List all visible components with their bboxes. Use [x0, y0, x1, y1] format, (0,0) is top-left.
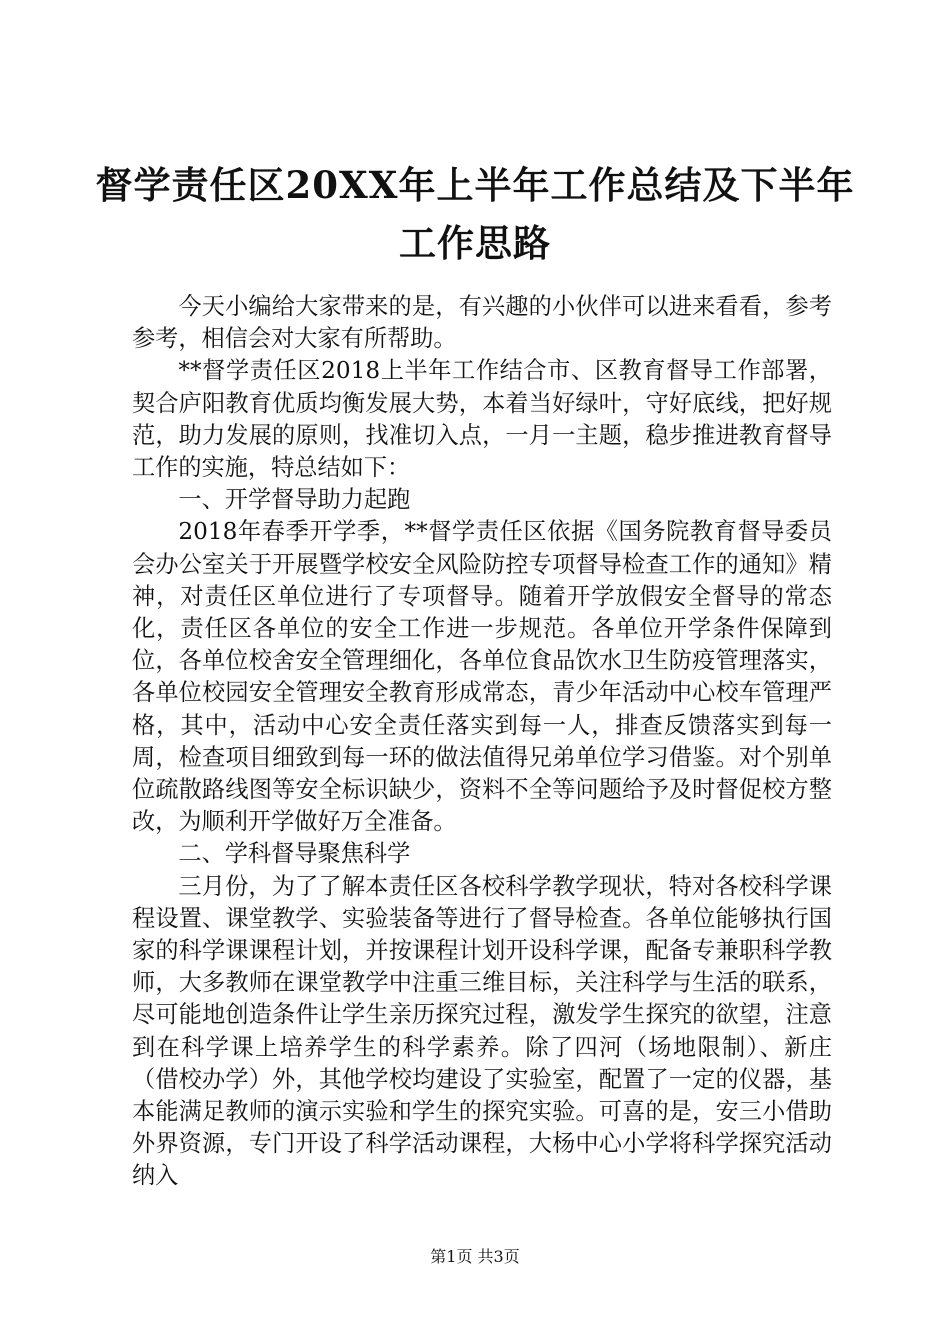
paragraph-intro: 今天小编给大家带来的是，有兴趣的小伙伴可以进来看看，参考参考，相信会对大家有所帮助。	[132, 293, 832, 353]
paragraph-summary: **督学责任区2018上半年工作结合市、区教育督导工作部署，契合庐阳教育优质均衡发展大势，本着当好绿叶，守好底线，把好规范，助力发展的原则，找准切入点，一月一主题，稳步推进教育督导工作的实施，特总结如下：	[132, 357, 832, 482]
paragraph-section-2: 三月份，为了了解本责任区各校科学教学现状，特对各校科学课程设置、课堂教学、实验装备等进行了督导检查。各单位能够执行国家的科学课课程计划，并按课程计划开设科学课，配备专兼职科学教师，大多教师在课堂教学中注重三维目标，关注科学与生活的联系，尽可能地创造条件让学生亲历探究过程，激发学生探究的欲望，注意到在科学课上培养学生的科学素养。除了四河（场地限制）、新庄（借校办学）外，其他学校均建设了实验室，配置了一定的仪器，基本能满足教师的演示实验和学生的探究实验。可喜的是，安三小借助外界资源，专门开设了科学活动课程，大杨中心小学将科学探究活动纳入	[132, 872, 832, 1190]
document-body	[132, 291, 832, 1193]
section-heading-1: 一、开学督导助力起跑	[178, 486, 411, 514]
page-footer: 第1页 共3页	[430, 1247, 520, 1266]
section-heading-2: 二、学科督导聚焦科学	[178, 840, 411, 868]
document-title-line-2: 工作思路	[399, 221, 551, 265]
paragraph-section-1: 2018年春季开学季，**督学责任区依据《国务院教育督导委员会办公室关于开展暨学校安全风险防控专项督导检查工作的通知》精神，对责任区单位进行了专项督导。随着开学放假安全督导的常态化，责任区各单位的安全工作进一步规范。各单位开学条件保障到位，各单位校舍安全管理细化，各单位食品饮水卫生防疫管理落实，各单位校园安全管理安全教育形成常态，青少年活动中心校车管理严格，其中，活动中心安全责任落实到每一人，排查反馈落实到每一周，检查项目细致到每一环的做法值得兄弟单位学习借鉴。对个别单位疏散路线图等安全标识缺少，资料不全等问题给予及时督促校方整改，为顺利开学做好万全准备。	[132, 518, 832, 836]
document-title-line-1: 督学责任区20XX年上半年工作总结及下半年	[95, 163, 855, 207]
